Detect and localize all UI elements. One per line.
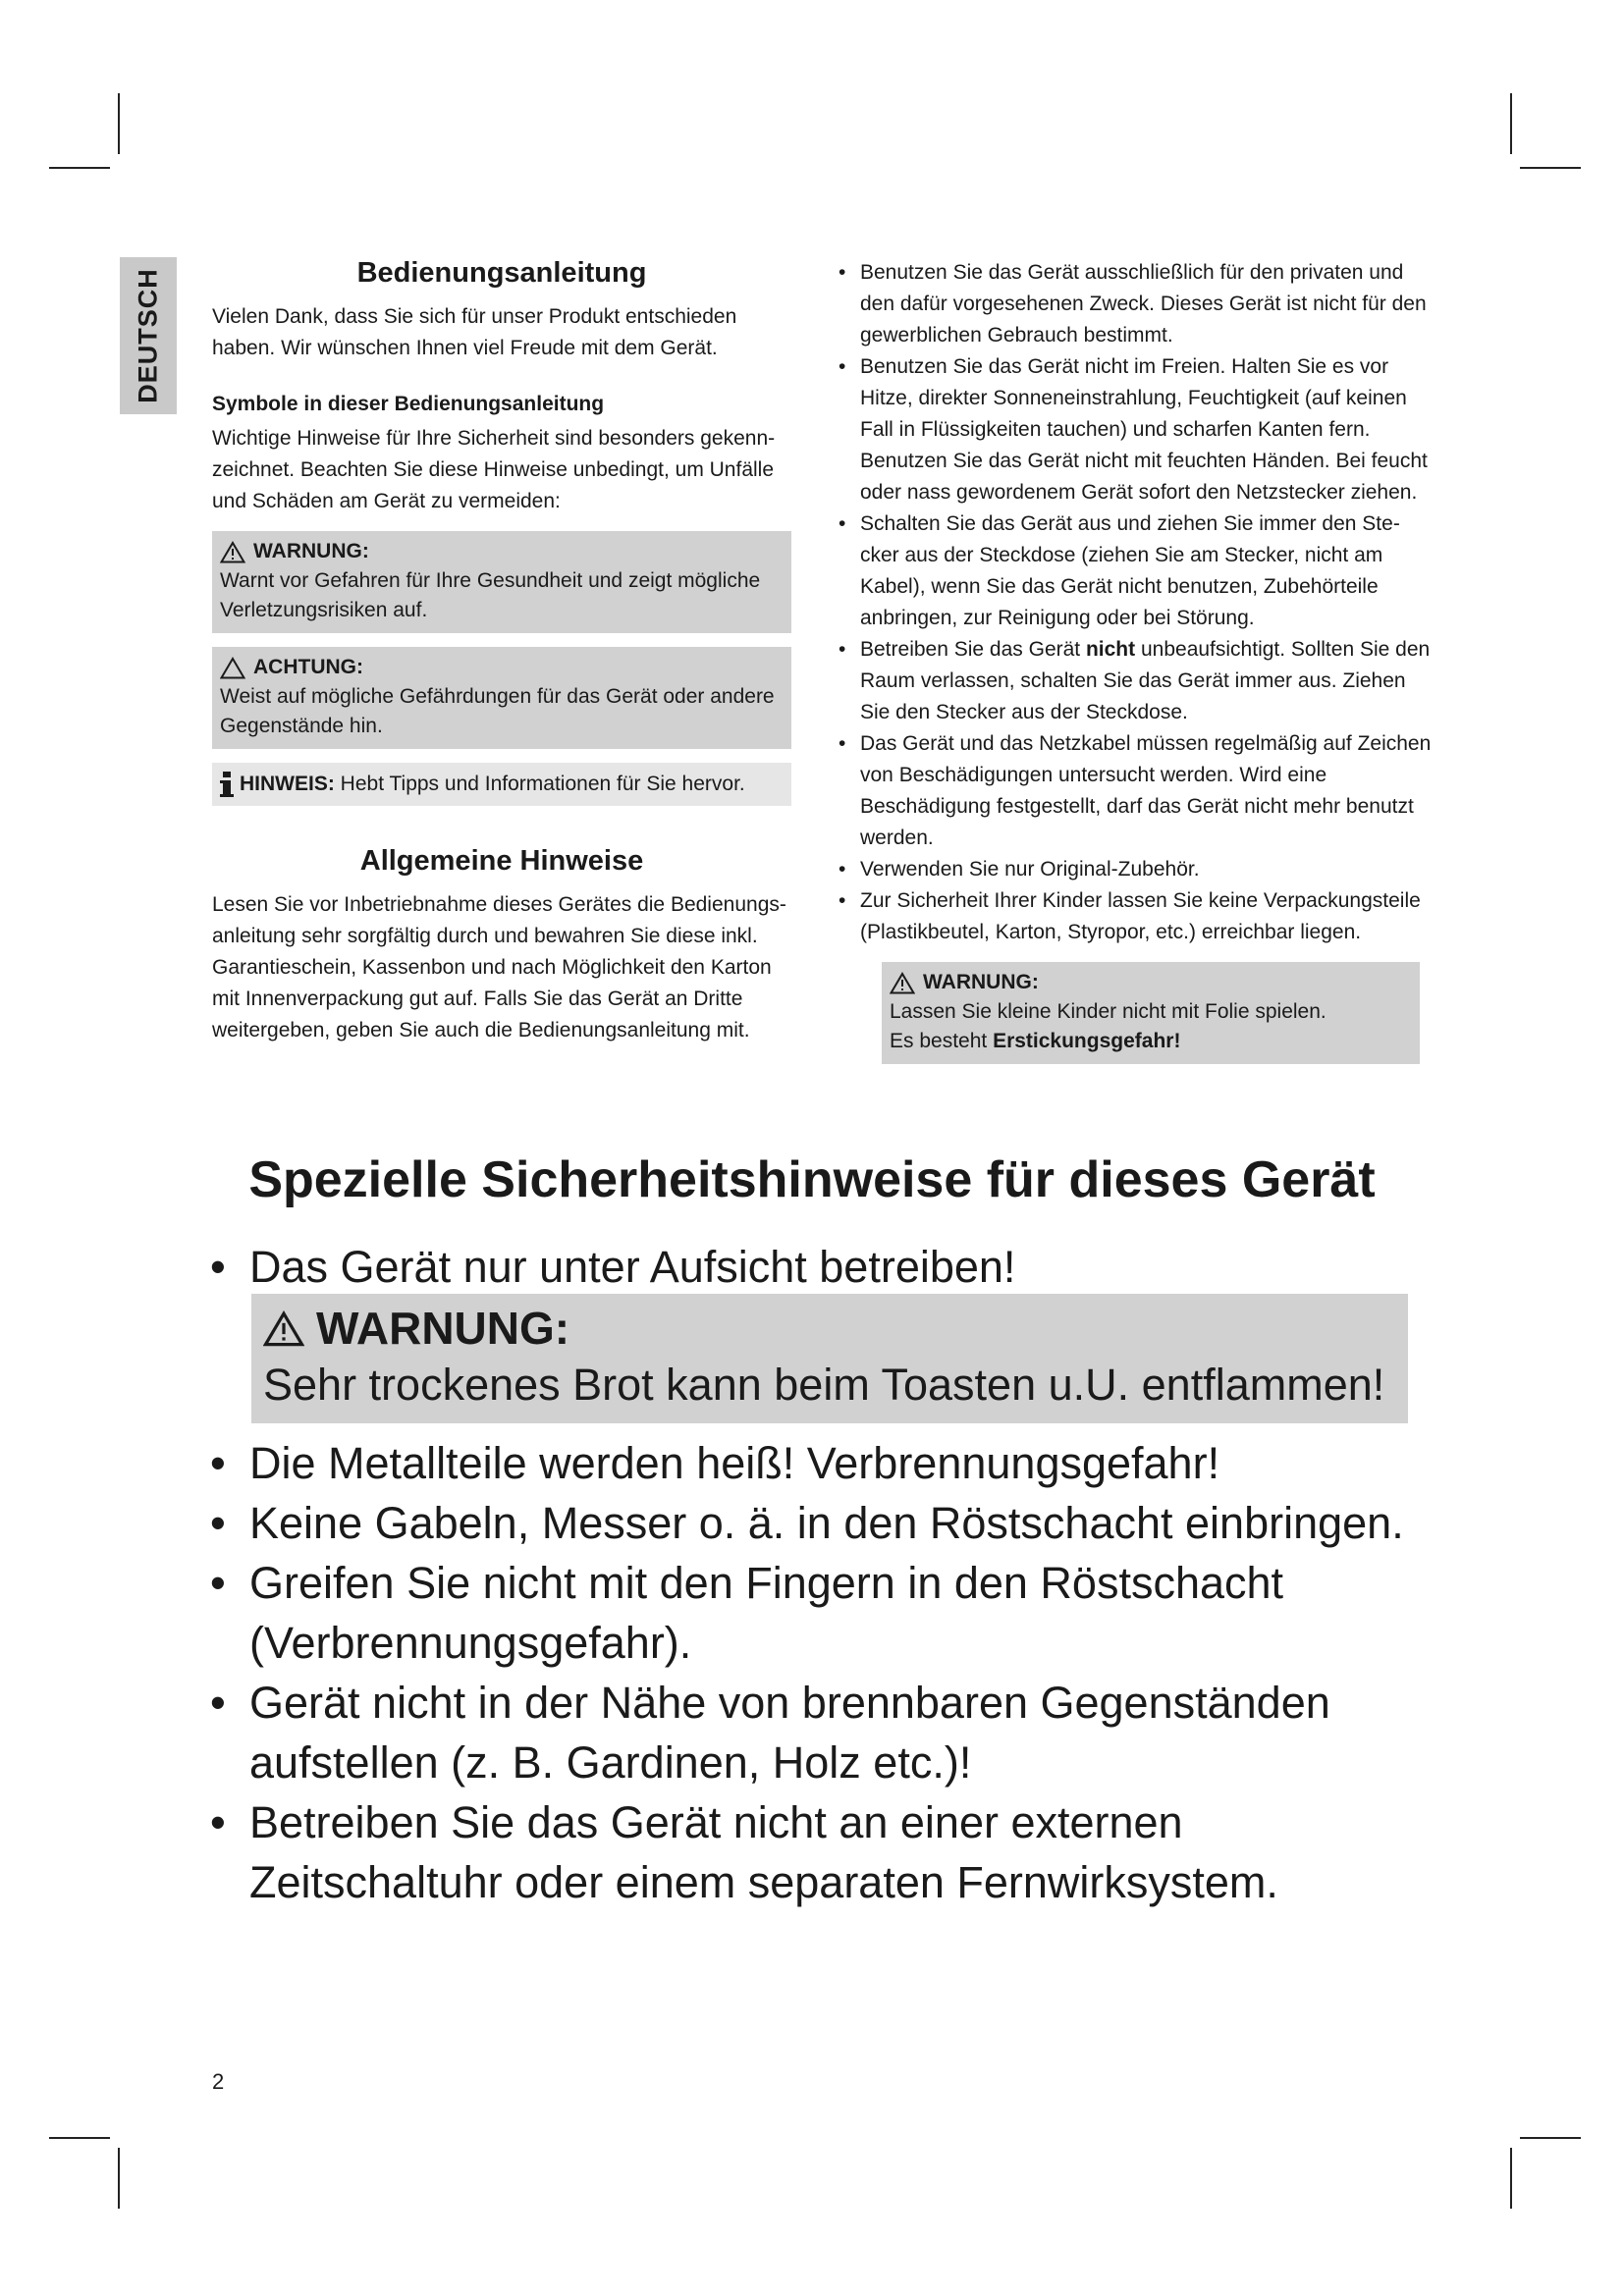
manual-title: Bedienungsanleitung bbox=[356, 257, 647, 289]
left-column bbox=[212, 257, 791, 1046]
general-title: Allgemeine Hinweise bbox=[359, 845, 644, 877]
list-item: • Keine Gabeln, Messer o. ä. in den Röstschacht einbringen. bbox=[206, 1493, 1404, 1553]
hint-text: Hebt Tipps und Informationen für Sie hervor. bbox=[340, 773, 745, 795]
right-column bbox=[833, 257, 1432, 1064]
warning-box bbox=[212, 531, 791, 633]
special-safety-title: Spezielle Sicherheitshinweise für dieses Gerät bbox=[248, 1151, 1376, 1208]
language-tab bbox=[120, 257, 177, 414]
warning-emphasis: Erstickungsgefahr! bbox=[993, 1030, 1181, 1052]
crop-mark bbox=[1510, 93, 1512, 154]
warning-title: WARNUNG: bbox=[923, 971, 1039, 993]
list-item: • Gerät nicht in der Nähe von brennbaren Gegenständen aufstellen (z. B. Gardinen, Holz etc.)! bbox=[206, 1673, 1404, 1792]
toasting-warning-box bbox=[251, 1294, 1408, 1423]
list-item-emphasis: nicht bbox=[1085, 638, 1136, 661]
general-text: Lesen Sie vor Inbetriebnahme dieses Gerätes die Bedienungsanleitung sehr sorgfältig durch und bewahren Sie diese inkl. Garantieschein, Kassenbon und nach Möglichkeit den Karton mit Innenverpackung gut auf. Falls Sie das Gerät an Dritte weitergeben, geben Sie auch die Bedienungsanleitung mit. bbox=[212, 893, 786, 1041]
crop-mark bbox=[49, 2137, 110, 2139]
warning-text: Sehr trockenes Brot kann beim Toasten u.U. entflammen! bbox=[263, 1360, 1385, 1410]
hint-title: HINWEIS: bbox=[240, 773, 335, 795]
list-item: • Betreiben Sie das Gerät nicht an einer externen Zeitschaltuhr oder einem separaten Fernwirksystem. bbox=[206, 1792, 1404, 1912]
list-item bbox=[833, 634, 1432, 728]
warning-text: Lassen Sie kleine Kinder nicht mit Folie spielen. bbox=[890, 1000, 1326, 1023]
warning-triangle-icon bbox=[263, 1310, 304, 1347]
list-item: • Die Metallteile werden heiß! Verbrennungsgefahr! bbox=[206, 1433, 1404, 1493]
list-item-text: Betreiben Sie das Gerät bbox=[860, 638, 1086, 661]
list-item: • Das Gerät und das Netzkabel müssen regelmäßig auf Zeichen von Beschädigungen untersucht werden. Wird eine Beschädigung festgestellt, darf das Gerät nicht mehr benutzt werden. bbox=[833, 728, 1432, 854]
intro-text: Vielen Dank, dass Sie sich für unser Produkt entschieden haben. Wir wünschen Ihnen viel Freude mit dem Gerät. bbox=[212, 305, 737, 359]
warning-triangle-icon bbox=[890, 972, 915, 994]
warning-text: Warnt vor Gefahren für Ihre Gesundheit und zeigt mögliche Verletzungsrisiken auf. bbox=[220, 569, 761, 621]
warning-title: WARNUNG: bbox=[253, 540, 369, 562]
list-item-text: unbeaufsichtigt. Sollten Sie den Raum verlassen, schalten Sie das Gerät immer aus. Ziehen Sie den Stecker aus der Steckdose. bbox=[860, 638, 1431, 723]
info-icon bbox=[220, 772, 234, 797]
caution-box bbox=[212, 647, 791, 749]
list-item: • Greifen Sie nicht mit den Fingern in den Röstschacht (Verbrennungsgefahr). bbox=[206, 1553, 1404, 1673]
special-safety-list bbox=[206, 1433, 1404, 1912]
crop-mark bbox=[118, 93, 120, 154]
warning-triangle-icon bbox=[220, 541, 245, 563]
list-item: • Das Gerät nur unter Aufsicht betreiben! bbox=[206, 1237, 1404, 1297]
crop-mark bbox=[1520, 2137, 1581, 2139]
warning-title: WARNUNG: bbox=[316, 1303, 570, 1354]
crop-mark bbox=[118, 2148, 120, 2209]
special-first-item-list bbox=[206, 1237, 1404, 1297]
children-warning-box bbox=[882, 962, 1420, 1064]
caution-title: ACHTUNG: bbox=[253, 656, 363, 678]
warning-text: Es besteht bbox=[890, 1030, 994, 1052]
language-tab-label: DEUTSCH bbox=[133, 268, 163, 403]
page-number: 2 bbox=[212, 2069, 225, 2094]
crop-mark bbox=[1510, 2148, 1512, 2209]
caution-triangle-icon bbox=[220, 657, 245, 679]
caution-text: Weist auf mögliche Gefährdungen für das Gerät oder andere Gegenstände hin. bbox=[220, 685, 775, 737]
list-item: • Zur Sicherheit Ihrer Kinder lassen Sie keine Verpackungsteile (Plastikbeutel, Karton, Styropor, etc.) erreichbar liegen. bbox=[833, 885, 1432, 948]
hint-box bbox=[212, 763, 791, 806]
symbols-heading: Symbole in dieser Bedienungsanleitung bbox=[212, 393, 605, 415]
list-item: • Benutzen Sie das Gerät ausschließlich für den privaten und den dafür vorgesehenen Zweck. Dieses Gerät ist nicht für den gewerblichen Gebrauch bestimmt. bbox=[833, 257, 1432, 351]
list-item: • Benutzen Sie das Gerät nicht im Freien. Halten Sie es vor Hitze, direkter Sonneneinstrahlung, Feuchtigkeit (auf keinen Fall in Flüssigkeiten tauchen) und scharfen Kanten fern. Benutzen Sie das Gerät nicht mit feuchten Händen. Bei feucht oder nass gewordenem Gerät sofort den Netzstecker ziehen. bbox=[833, 351, 1432, 508]
crop-mark bbox=[1520, 167, 1581, 169]
list-item: • Verwenden Sie nur Original-Zubehör. bbox=[833, 854, 1432, 885]
crop-mark bbox=[49, 167, 110, 169]
symbols-text: Wichtige Hinweise für Ihre Sicherheit sind besonders gekennzeichnet. Beachten Sie diese Hinweise unbedingt, um Unfälle und Schäden am Gerät zu vermeiden: bbox=[212, 427, 776, 512]
safety-bullet-list bbox=[833, 257, 1432, 948]
list-item: • Schalten Sie das Gerät aus und ziehen Sie immer den Stecker aus der Steckdose (ziehen Sie am Stecker, nicht am Kabel), wenn Sie das Gerät nicht benutzen, Zubehörteile anbringen, zur Reinigung oder bei Störung. bbox=[833, 508, 1432, 634]
